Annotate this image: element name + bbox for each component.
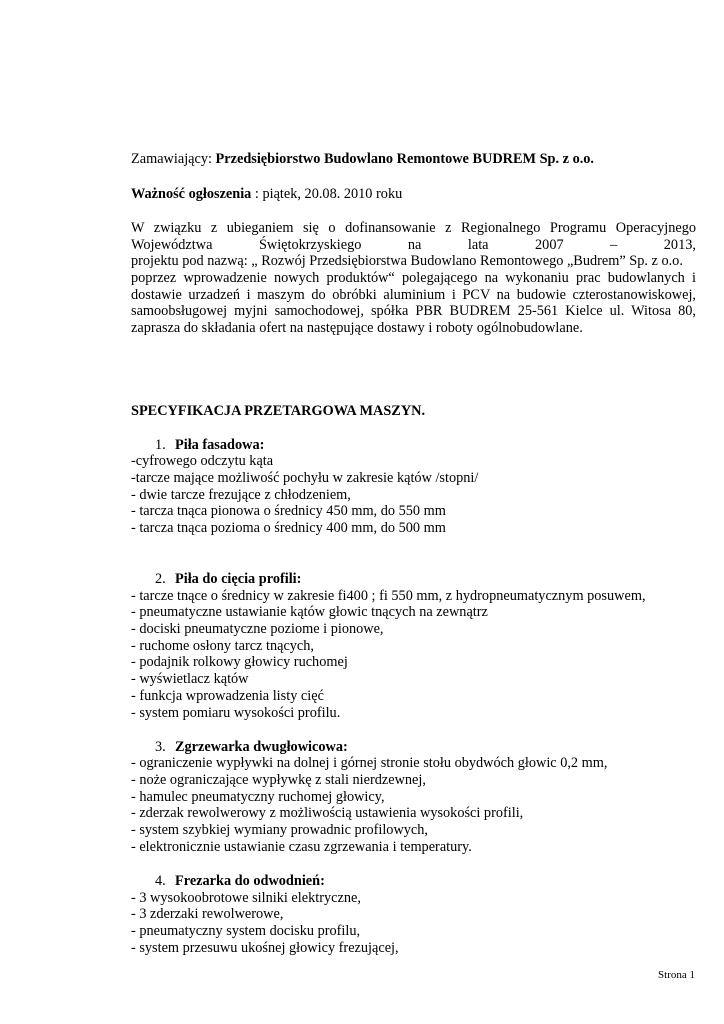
item-number: 1. [155,437,166,453]
intro-line-4: poprzez wprowadzenie nowych produktów“ polegającego na wykonaniu prac budowlanych i [131,270,696,286]
item-line: - zderzak rewolwerowy z możliwością ustawienia wysokości profili, [131,805,524,821]
item-line: - dwie tarcze frezujące z chłodzeniem, [131,487,351,503]
item-line: - tarcza tnąca pozioma o średnicy 400 mm, do 500 mm [131,520,446,536]
item-line: - wyświetlacz kątów [131,671,249,687]
item-title: Piła fasadowa: [175,437,265,453]
intro-line-2-word: – [610,237,618,253]
item-number: 2. [155,571,166,587]
item-line: - tarcze tnące o średnicy w zakresie fi400 ; fi 550 mm, z hydropneumatycznym posuwem, [131,588,646,604]
item-title: Zgrzewarka dwugłowicowa: [175,739,348,755]
item-line: - noże ograniczające wypływkę z stali nierdzewnej, [131,772,426,788]
item-line: - 3 zderzaki rewolwerowe, [131,906,284,922]
intro-line-2-word: 2007 [535,237,564,253]
spec-title: SPECYFIKACJA PRZETARGOWA MASZYN. [131,403,426,419]
ordering-label: Zamawiający: [131,151,216,167]
item-line: - 3 wysokoobrotowe silniki elektryczne, [131,890,361,906]
item-line: - tarcza tnąca pionowa o średnicy 450 mm, do 550 mm [131,503,446,519]
intro-line-3: projektu pod nazwą: „ Rozwój Przedsiębiorstwa Budowlano Remontowego „Budrem” Sp. z o.o. [131,253,683,269]
item-title: Frezarka do odwodnień: [175,873,325,889]
intro-line-2-word: Świętokrzyskiego [258,237,362,253]
intro-line-2-word: 2013, [663,237,696,253]
item-line: - funkcja wprowadzenia listy cięć [131,688,324,704]
item-line: - ograniczenie wypływki na dolnej i górnej stronie stołu obydwóch głowic 0,2 mm, [131,755,608,771]
intro-line-2-word: lata [467,237,489,253]
intro-line-2 [131,237,696,254]
item-line: - dociski pneumatyczne poziome i pionowe, [131,621,384,637]
item-number: 4. [155,873,166,889]
item-line: - system szybkiej wymiany prowadnic profilowych, [131,822,428,838]
intro-line-6: samoobsługowej myjni samochodowej, spółka PBR BUDREM 25-561 Kielce ul. Witosa 80, [131,303,696,319]
item-line: - system pomiaru wysokości profilu. [131,705,341,721]
item-line: - ruchome osłony tarcz tnących, [131,638,315,654]
ordering-name: Przedsiębiorstwo Budowlano Remontowe BUDREM Sp. z o.o. [215,151,595,167]
page-number: Strona 1 [658,969,695,981]
item-line: - hamulec pneumatyczny ruchomej głowicy, [131,789,385,805]
intro-line-2-word: na [407,237,422,253]
item-number: 3. [155,739,166,755]
item-line: - pneumatyczne ustawianie kątów głowic tnących na zewnątrz [131,604,488,620]
item-line: -cyfrowego odczytu kąta [131,453,274,469]
ordering-party [131,151,594,168]
intro-line-1: W związku z ubieganiem się o dofinansowanie z Regionalnego Programu Operacyjnego [131,220,696,236]
validity-line [131,186,402,203]
item-line: - system przesuwu ukośnej głowicy frezującej, [131,940,399,956]
item-title: Piła do cięcia profili: [175,571,302,587]
item-line: - pneumatyczny system docisku profilu, [131,923,361,939]
validity-label: Ważność ogłoszenia [131,186,252,202]
item-line: -tarcze mające możliwość pochyłu w zakresie kątów /stopni/ [131,470,479,486]
intro-line-5: dostawie urzadzeń i maszym do obróbki aluminium i PCV na budowie czterostanowiskowej, [131,287,696,303]
item-line: - podajnik rolkowy głowicy ruchomej [131,654,348,670]
intro-line-2-word: Województwa [131,237,213,253]
intro-line-7: zaprasza do składania ofert na następujące dostawy i roboty ogólnobudowlane. [131,320,583,336]
item-line: - elektronicznie ustawianie czasu zgrzewania i temperatury. [131,839,472,855]
validity-value: : piątek, 20.08. 2010 roku [251,186,403,202]
